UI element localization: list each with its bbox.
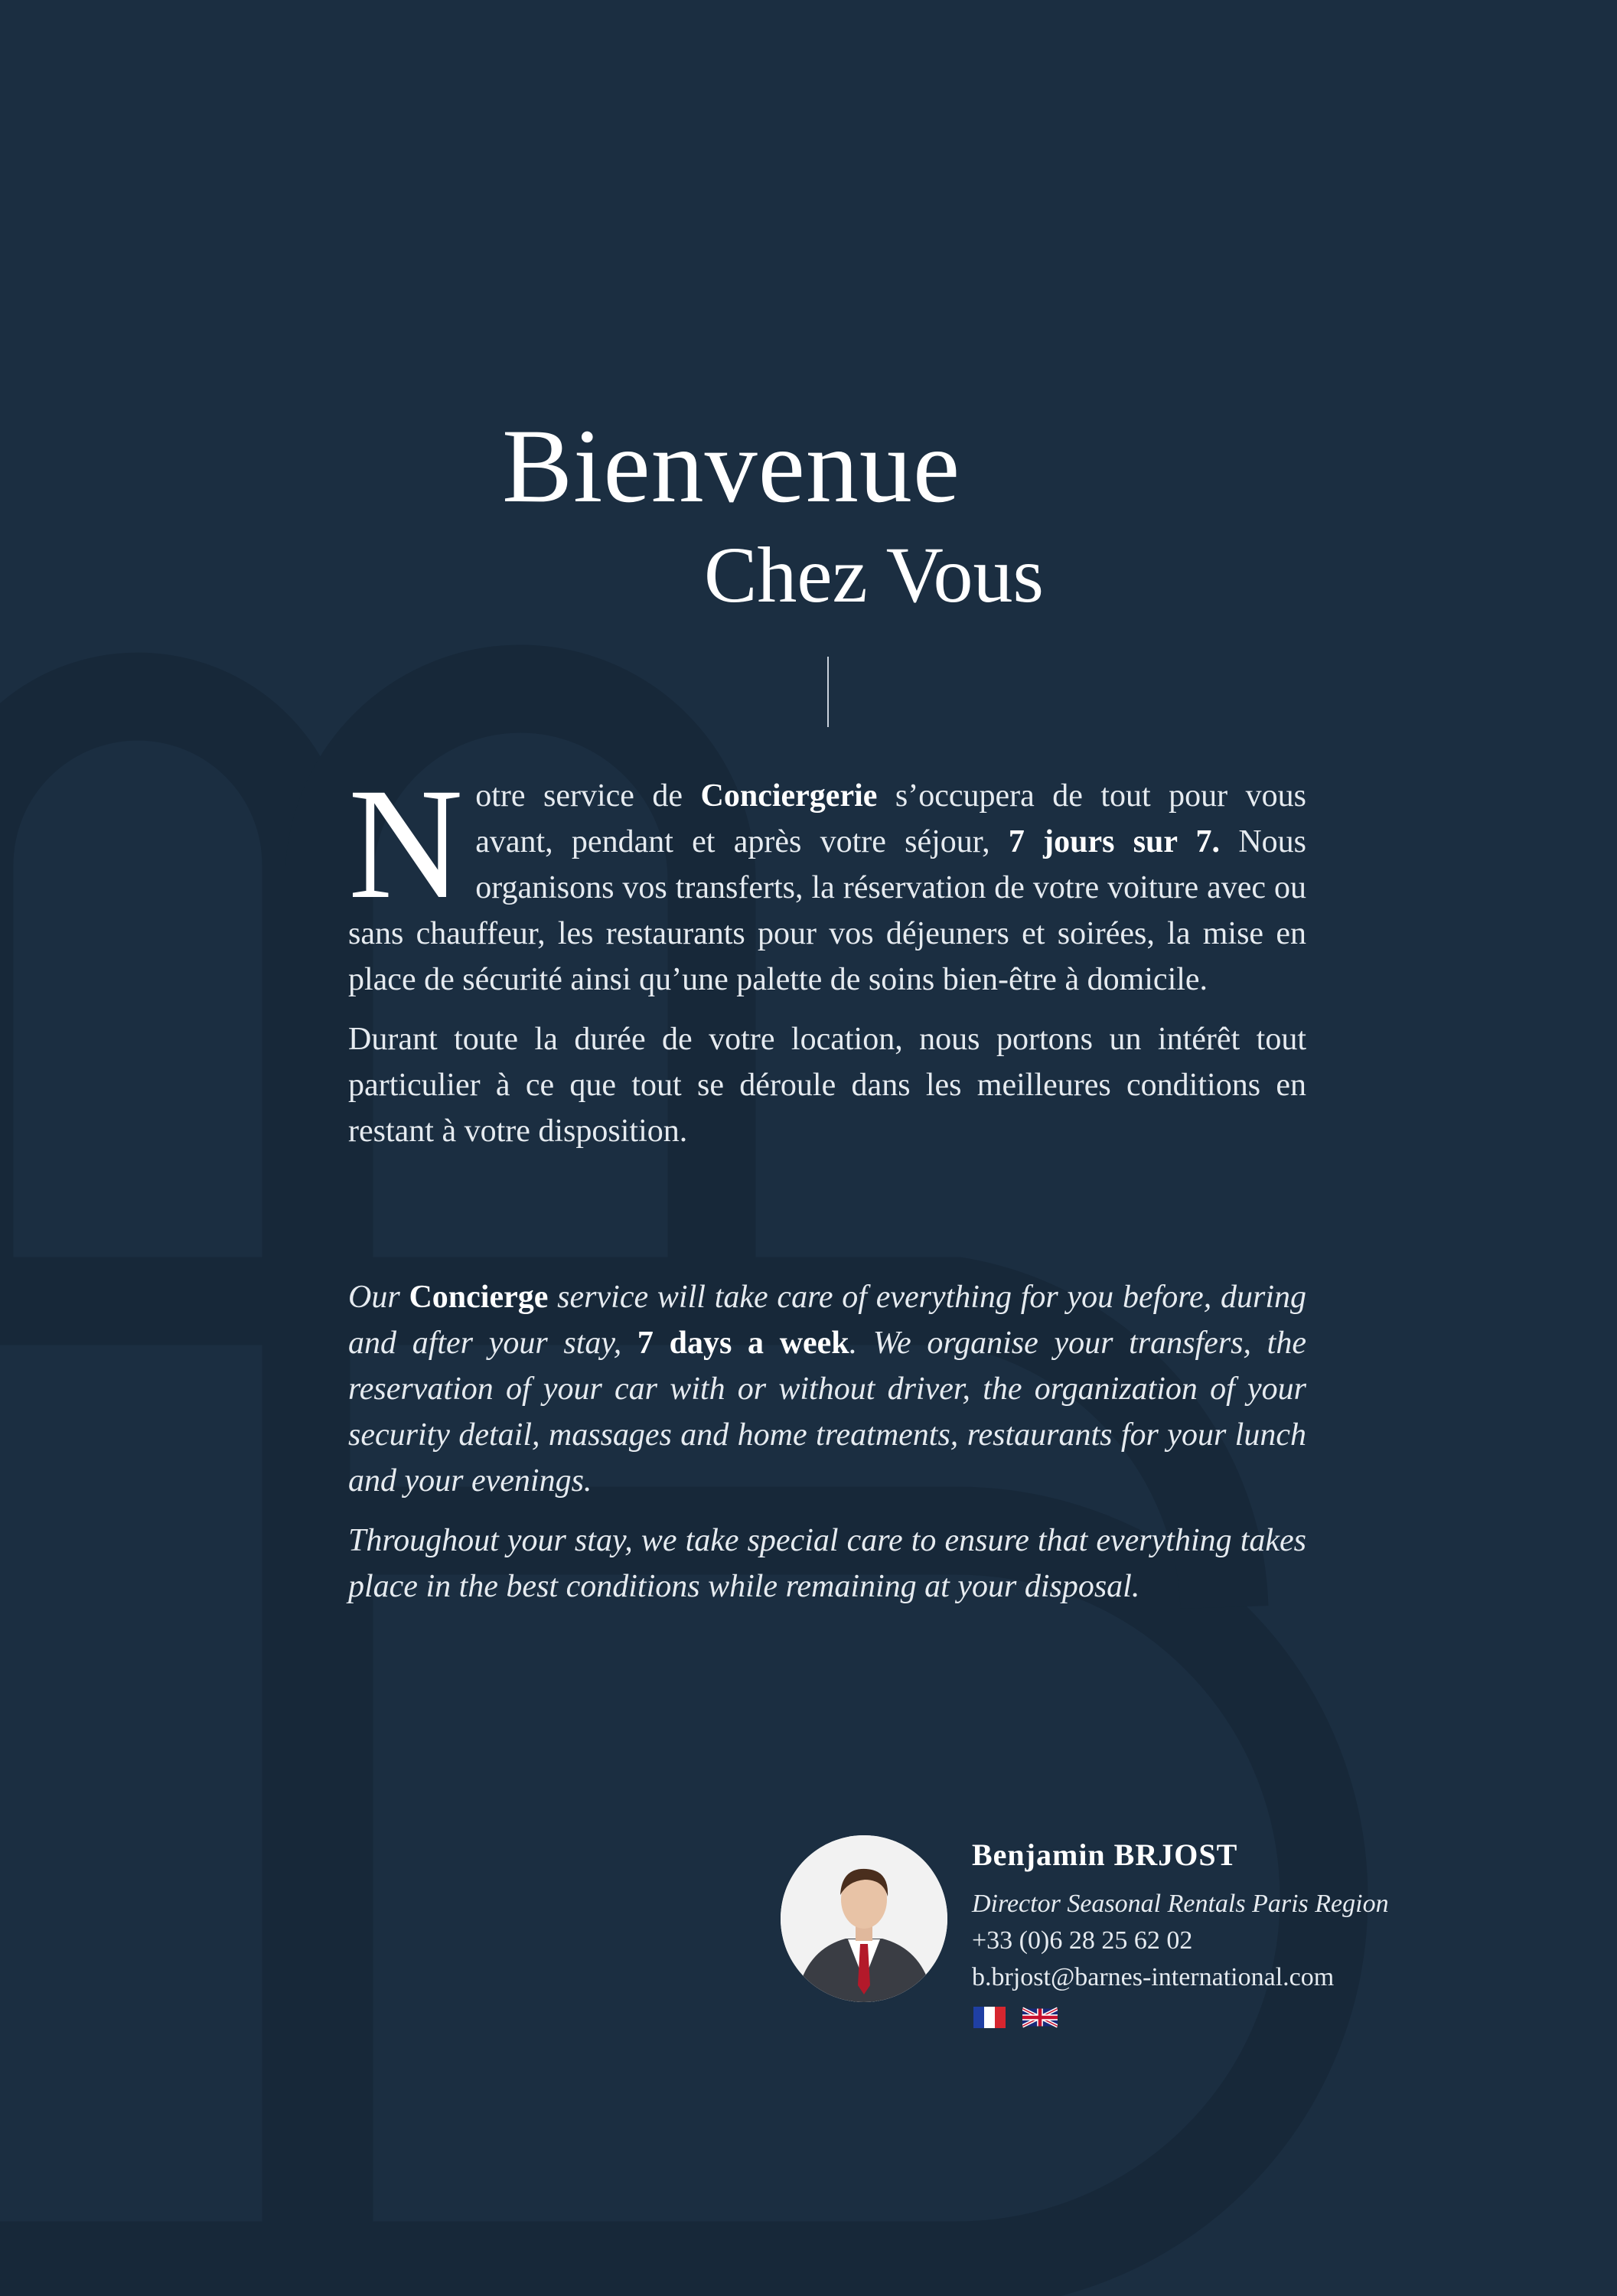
french-text — [348, 755, 1306, 1168]
page-title: Bienvenue — [502, 407, 961, 524]
text-run: Nous organisons vos transferts, la réservation de votre voiture avec ou sans chauffeur, les restaurants pour vos déjeuners et soirées, la mise en place de sécurité ainsi qu’une palette de soins bien-être à domicile. — [348, 824, 1306, 997]
highlight-7-jours: 7 jours sur 7. — [1008, 824, 1221, 859]
english-paragraph-1 — [348, 1274, 1306, 1504]
french-flag-icon — [972, 2007, 1007, 2028]
drop-cap: N — [348, 755, 464, 931]
text-run: otre service de — [475, 778, 701, 814]
avatar — [781, 1835, 947, 2002]
title-divider — [827, 657, 829, 727]
contact-role: Director Seasonal Rentals Paris Region — [972, 1890, 1389, 1918]
english-text — [348, 1274, 1306, 1623]
uk-flag-icon — [1022, 2007, 1058, 2028]
highlight-concierge: Concierge — [409, 1280, 549, 1315]
contact-name: Benjamin BRJOST — [972, 1838, 1238, 1872]
french-paragraph-1 — [348, 755, 1306, 1003]
text-run: service will take care of everything for you before, during and after your stay, — [348, 1280, 1306, 1361]
contact-phone[interactable]: +33 (0)6 28 25 62 02 — [972, 1926, 1193, 1955]
language-flags — [972, 2007, 1400, 2028]
text-run: . We organise your transfers, the reservation of your car with or without driver, the organization of your security detail, massages and home treatments, restaurants for your lunch and your evenings. — [348, 1326, 1306, 1499]
text-run: Our — [348, 1280, 409, 1315]
french-paragraph-2: Durant toute la durée de votre location, nous portons un intérêt tout particulier à ce que tout se déroule dans les meilleures conditions en restant à votre disposition. — [348, 1022, 1306, 1149]
highlight-conciergerie: Conciergerie — [700, 778, 878, 814]
contact-email[interactable]: b.brjost@barnes-international.com — [972, 1963, 1335, 1991]
english-paragraph-2: Throughout your stay, we take special care to ensure that everything takes place in the best conditions while remaining at your disposal. — [348, 1523, 1306, 1604]
text-run: s’occupera de tout pour vous avant, pendant et après votre séjour, — [475, 778, 1306, 859]
page-subtitle: Chez Vous — [704, 531, 1044, 619]
portrait-illustration — [781, 1835, 947, 2002]
highlight-7-days: 7 days a week — [637, 1326, 849, 1361]
contact-card — [972, 1834, 1400, 2028]
